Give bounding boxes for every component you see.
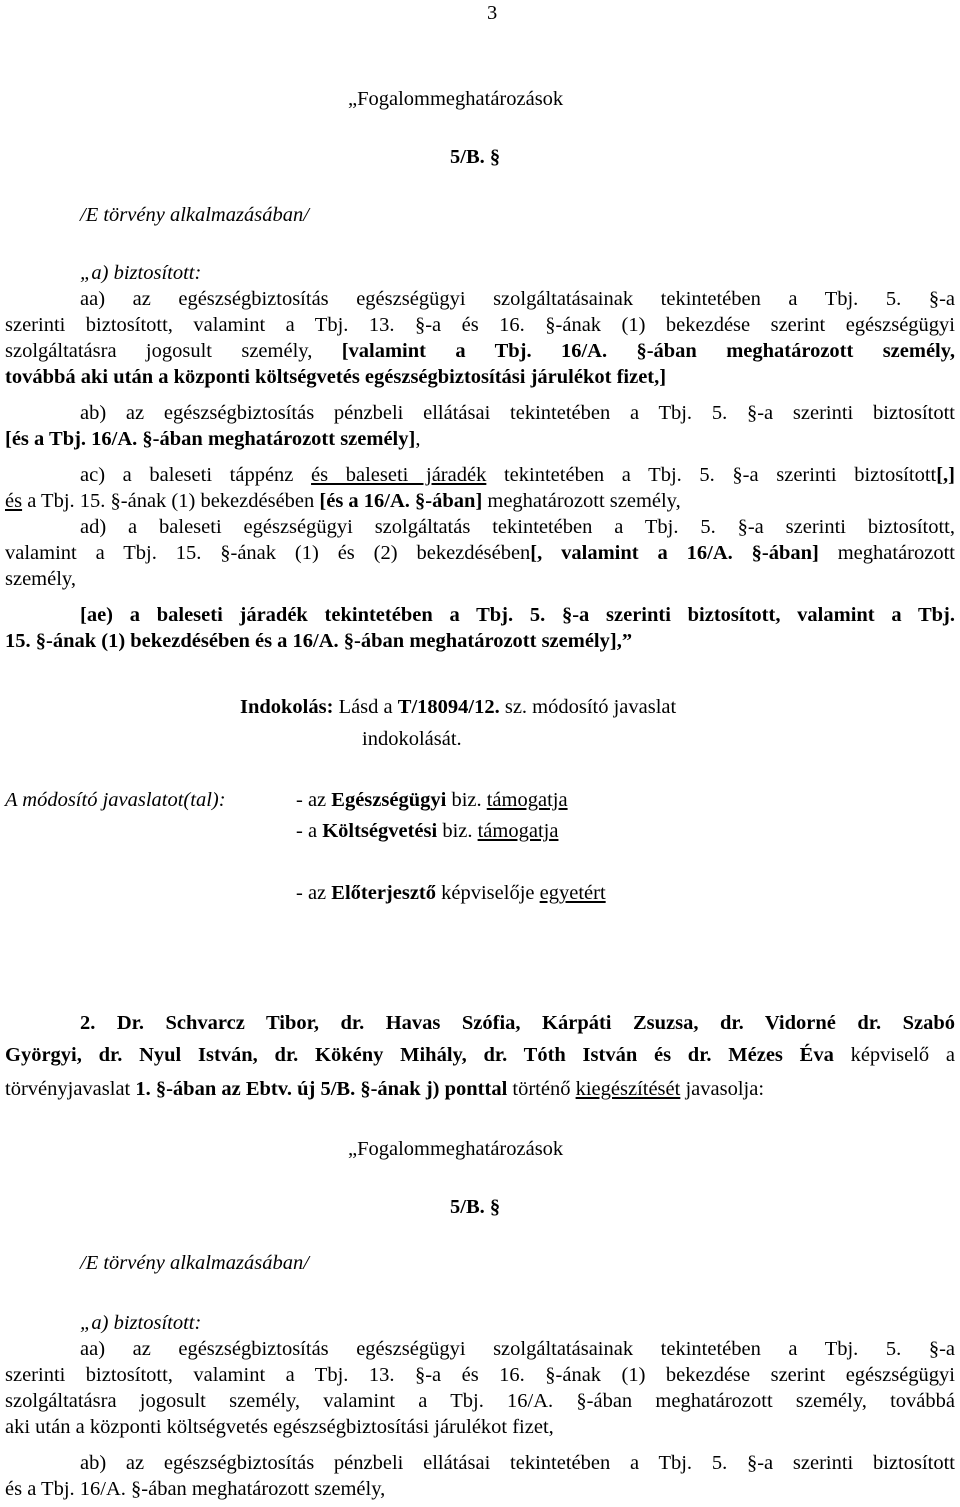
text-line: szerinti biztosított, valamint a Tbj. 13. §-a és 16. §-ának (1) bekezdése szerint egészségügyi — [5, 314, 955, 336]
paragraph-number: 5/B. § — [450, 1196, 501, 1218]
justification-continuation: indokolását. — [362, 728, 462, 750]
bracketed-deletion: [valamint a Tbj. 16/A. §-ában meghatározott személy, — [341, 340, 955, 362]
text-line: [és a Tbj. 16/A. §-ában meghatározott személy], — [5, 428, 421, 450]
text-line: aa) az egészségbiztosítás egészségügyi szolgáltatásainak tekintetében a Tbj. 5. §-a — [80, 288, 955, 310]
bracketed-deletion: 15. §-ának (1) bekezdésében és a 16/A. §-ában meghatározott személy],” — [5, 630, 633, 652]
paragraph-number: 5/B. § — [450, 146, 501, 168]
support-label: A módosító javaslatot(tal): — [5, 789, 226, 811]
bracketed-deletion: [és a Tbj. 16/A. §-ában meghatározott személy] — [5, 428, 416, 450]
support-row: - az Előterjesztő képviselője egyetért — [296, 882, 606, 904]
underlined-insertion: és baleseti járadék — [311, 464, 487, 486]
definition-label: „a) biztosított: — [80, 1312, 202, 1334]
text-line: aa) az egészségbiztosítás egészségügyi szolgáltatásainak tekintetében a Tbj. 5. §-a — [80, 1338, 955, 1360]
amendment-authors: 2. Dr. Schvarcz Tibor, dr. Havas Szófia, Kárpáti Zsuzsa, dr. Vidorné dr. Szabó — [80, 1012, 955, 1034]
amendment-authors: Györgyi, dr. Nyul István, dr. Kökény Mihály, dr. Tóth István és dr. Mézes Éva képviselő a — [5, 1044, 955, 1066]
text-line: ab) az egészségbiztosítás pénzbeli ellátásai tekintetében a Tbj. 5. §-a szerinti biztosított — [80, 402, 955, 424]
bracketed-deletion: [és a 16/A. §-ában] — [319, 490, 483, 512]
support-row: - az Egészségügyi biz. támogatja — [296, 789, 568, 811]
justification: Indokolás: Lásd a T/18094/12. sz. módosító javaslat — [240, 696, 677, 718]
text-line: ab) az egészségbiztosítás pénzbeli ellátásai tekintetében a Tbj. 5. §-a szerinti biztosított — [80, 1452, 955, 1474]
text-line: valamint a Tbj. 15. §-ának (1) és (2) bekezdésében[, valamint a 16/A. §-ában] meghatározott — [5, 542, 955, 564]
text-line: személy, — [5, 568, 76, 590]
text-line: szerinti biztosított, valamint a Tbj. 13. §-a és 16. §-ának (1) bekezdése szerint egészségügyi — [5, 1364, 955, 1386]
text-line: és a Tbj. 16/A. §-ában meghatározott személy, — [5, 1478, 386, 1500]
section-heading: „Fogalommeghatározások — [348, 1138, 564, 1160]
text-line: ac) a baleseti táppénz és baleseti járadék tekintetében a Tbj. 5. §-a szerinti biztosított[,] — [80, 464, 955, 486]
section-subtitle: /E törvény alkalmazásában/ — [80, 1252, 309, 1274]
text-line: és a Tbj. 15. §-ának (1) bekezdésében [és a 16/A. §-ában] meghatározott személy, — [5, 490, 681, 512]
section-subtitle: /E törvény alkalmazásában/ — [80, 204, 309, 226]
underlined-insertion: és — [5, 490, 23, 512]
text-line: szolgáltatásra jogosult személy, valamint a Tbj. 16/A. §-ában meghatározott személy, továbbá — [5, 1390, 955, 1412]
bracketed-deletion: továbbá aki után a központi költségvetés egészségbiztosítási járulékot fizet,] — [5, 366, 667, 388]
support-row: - a Költségvetési biz. támogatja — [296, 820, 559, 842]
definition-label: „a) biztosított: — [80, 262, 202, 284]
bracketed-deletion: [ae) a baleseti járadék tekintetében a Tbj. 5. §-a szerinti biztosított, valamint a Tbj. — [80, 604, 955, 626]
amendment-proposal: törvényjavaslat 1. §-ában az Ebtv. új 5/B. §-ának j) ponttal történő kiegészítését javasolja: — [5, 1078, 765, 1100]
bracketed-deletion: [, valamint a 16/A. §-ában] — [530, 542, 819, 564]
bracketed-deletion: [,] — [936, 464, 955, 486]
text-line: szolgáltatásra jogosult személy, [valamint a Tbj. 16/A. §-ában meghatározott személy, — [5, 340, 955, 362]
page-number: 3 — [487, 2, 498, 24]
section-heading: „Fogalommeghatározások — [348, 88, 564, 110]
text-line: aki után a központi költségvetés egészségbiztosítási járulékot fizet, — [5, 1416, 554, 1438]
text-line: ad) a baleseti egészségügyi szolgáltatás tekintetében a Tbj. 5. §-a szerinti biztosított, — [80, 516, 955, 538]
